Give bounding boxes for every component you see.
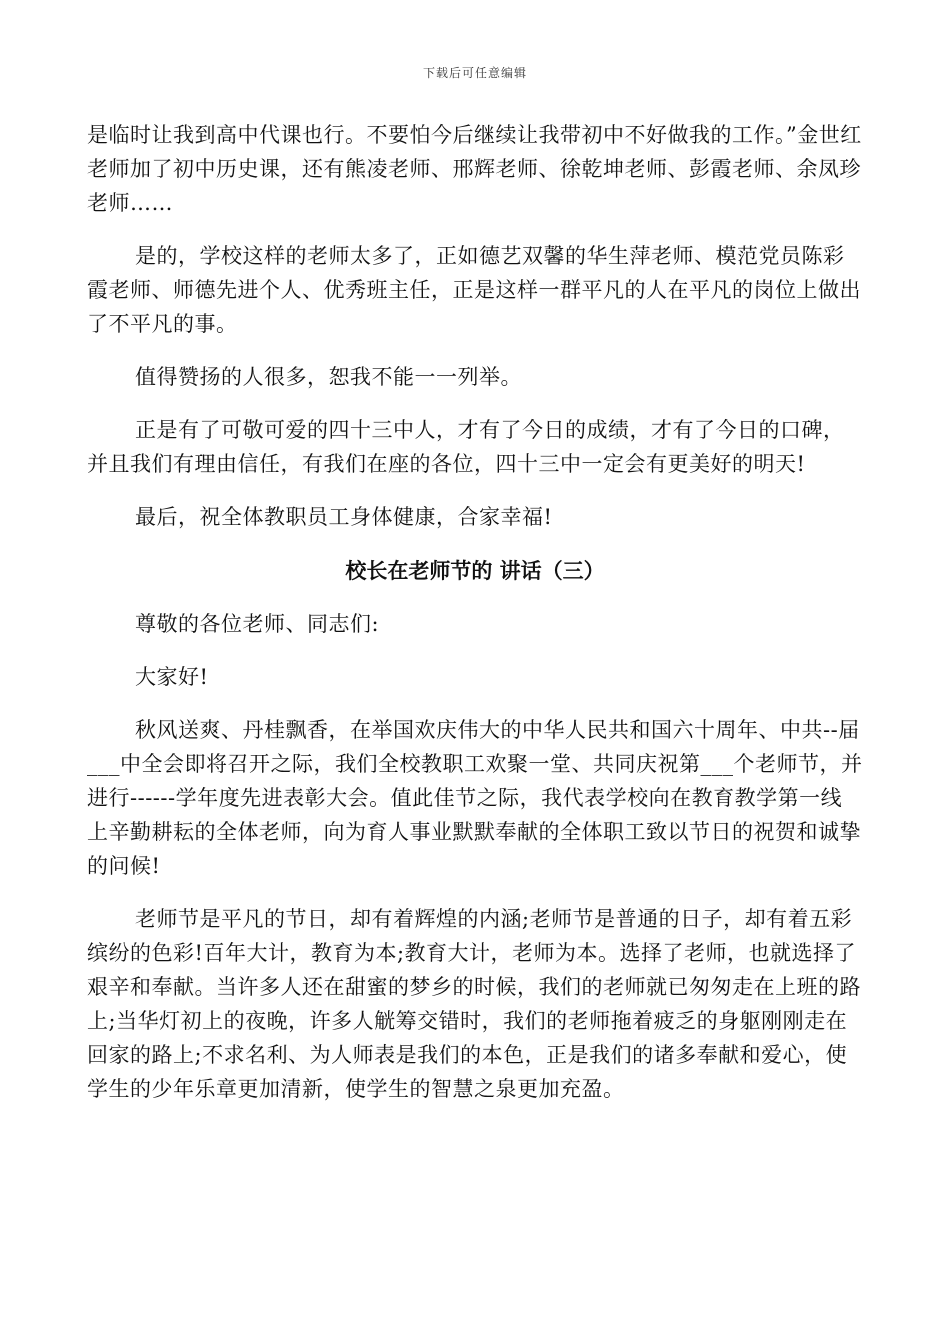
paragraph: 正是有了可敬可爱的四十三中人，才有了今日的成绩，才有了今日的口碑，并且我们有理由信任，有我们在座的各位，四十三中一定会有更美好的明天! (87, 418, 845, 476)
page-header: 下载后可任意编辑 (422, 66, 527, 80)
paragraph: 是的，学校这样的老师太多了，正如德艺双馨的华生萍老师、模范党员陈彩霞老师、师德先进个人、优秀班主任，正是这样一群平凡的人在平凡的岗位上做出了不平凡的事。 (87, 244, 861, 336)
document-body (87, 118, 863, 1106)
greeting: 大家好! (135, 665, 209, 689)
paragraph: 最后，祝全体教职员工身体健康，合家幸福! (135, 505, 553, 529)
paragraph: 值得赞扬的人很多，恕我不能一一列举。 (135, 365, 522, 389)
salutation: 尊敬的各位老师、同志们: (135, 612, 380, 636)
paragraph: 秋风送爽、丹桂飘香，在举国欢庆伟大的中华人民共和国六十周年、中共--届___中全会即将召开之际，我们全校教职工欢聚一堂、共同庆祝第___个老师节，并进行------学年度先进表彰大会。值此佳节之际，我代表学校向在教育教学第一线上辛勤耕耘的全体老师，向为育人事业默默奉献的全体职工致以节日的祝贺和诚挚的问候! (87, 718, 863, 878)
paragraph-continuation: 是临时让我到高中代课也行。不要怕今后继续让我带初中不好做我的工作。”金世红老师加了初中历史课，还有熊凌老师、邢辉老师、徐乾坤老师、彭霞老师、余凤珍老师…… (87, 123, 862, 215)
paragraph: 老师节是平凡的节日，却有着辉煌的内涵;老师节是普通的日子，却有着五彩缤纷的色彩!百年大计，教育为本;教育大计，老师为本。选择了老师，也就选择了艰辛和奉献。当许多人还在甜蜜的梦乡的时候，我们的老师就已匆匆走在上班的路上;当华灯初上的夜晚，许多人觥筹交错时，我们的老师拖着疲乏的身躯刚刚走在回家的路上;不求名利、为人师表是我们的本色，正是我们的诸多奉献和爱心，使学生的少年乐章更加清新，使学生的智慧之泉更加充盈。 (87, 907, 861, 1101)
section-title: 校长在老师节的 讲话（三） (345, 559, 605, 583)
